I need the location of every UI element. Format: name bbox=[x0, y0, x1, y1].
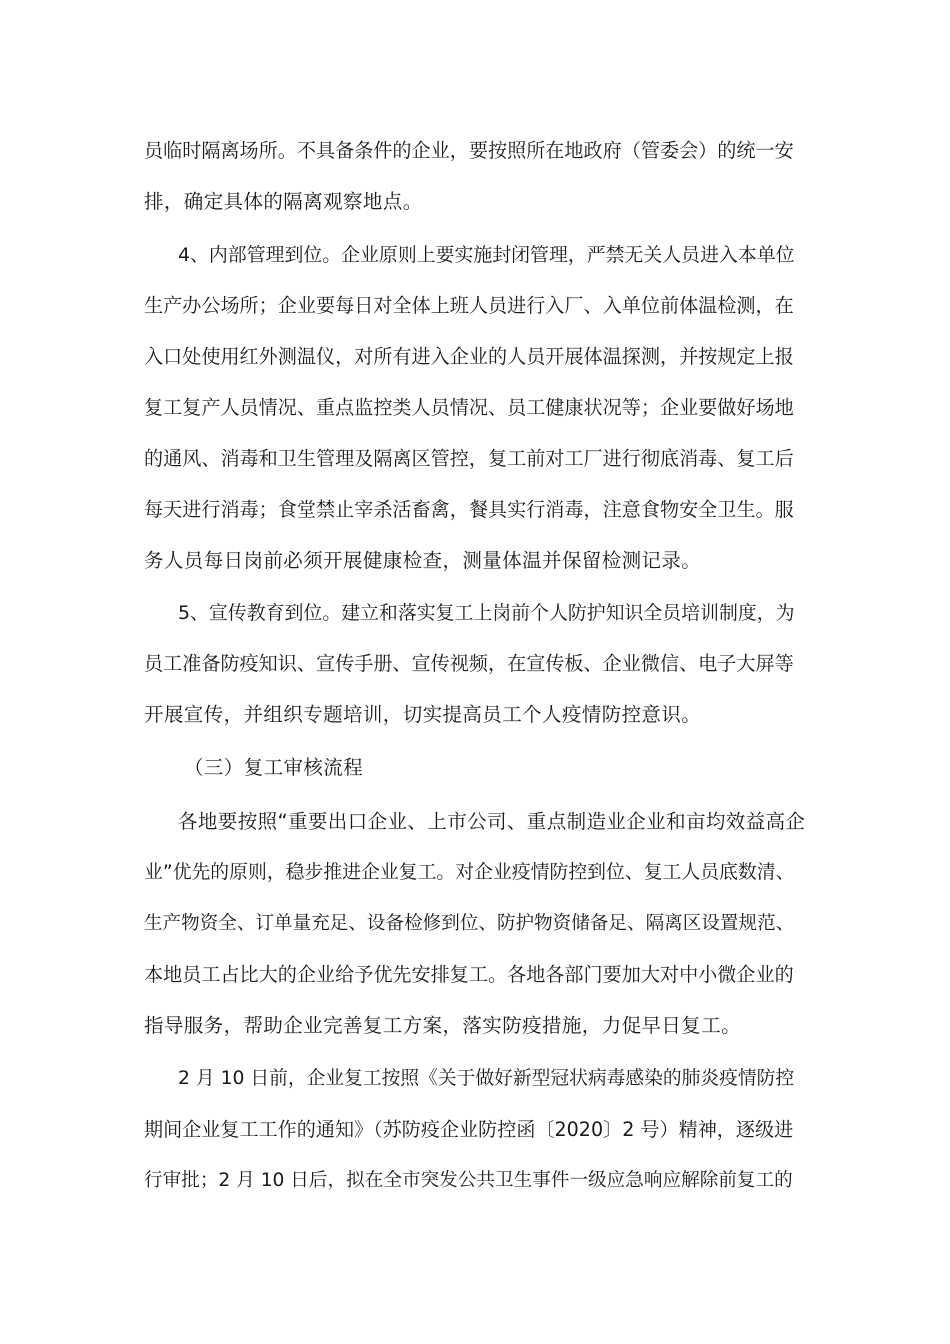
paragraph-line: 务人员每日岗前必须开展健康检查，测量体温并保留检测记录。 bbox=[144, 549, 702, 572]
paragraph-line: 5、宣传教育到位。建立和落实复工上岗前个人防护知识全员培训制度，为 bbox=[178, 602, 795, 624]
paragraph-line: 复工复产人员情况、重点监控类人员情况、员工健康状况等；企业要做好场地 bbox=[144, 396, 794, 419]
paragraph-line: 期间企业复工工作的通知》（苏防疫企业防控函〔2020〕2 号）精神，逐级进 bbox=[144, 1118, 794, 1141]
paragraph-line: 指导服务，帮助企业完善复工方案，落实防疫措施，力促早日复工。 bbox=[144, 1014, 742, 1037]
section-heading: （三）复工审核流程 bbox=[184, 756, 364, 779]
paragraph-line: 各地要按照“重要出口企业、上市公司、重点制造业企业和亩均效益高企 bbox=[178, 810, 806, 833]
paragraph-line: 行审批；2 月 10 日后，拟在全市突发公共卫生事件一级应急响应解除前复工的 bbox=[144, 1170, 793, 1191]
paragraph-line: 入口处使用红外测温仪，对所有进入企业的人员开展体温探测，并按规定上报 bbox=[144, 345, 794, 368]
paragraph-line: 的通风、消毒和卫生管理及隔离区管控，复工前对工厂进行彻底消毒、复工后 bbox=[144, 447, 794, 470]
paragraph-line: 员工准备防疫知识、宣传手册、宣传视频，在宣传板、企业微信、电子大屏等 bbox=[144, 652, 794, 675]
paragraph-line: 本地员工占比大的企业给予优先安排复工。各地各部门要加大对中小微企业的 bbox=[144, 963, 794, 986]
paragraph-line: 排，确定具体的隔离观察地点。 bbox=[144, 190, 423, 213]
paragraph-line: 员临时隔离场所。不具备条件的企业，要按照所在地政府（管委会）的统一安 bbox=[144, 139, 794, 162]
paragraph-line: 2 月 10 日前，企业复工按照《关于做好新型冠状病毒感染的肺炎疫情防控 bbox=[178, 1068, 795, 1089]
paragraph-line: 开展宣传，并组织专题培训，切实提高员工个人疫情防控意识。 bbox=[144, 703, 702, 726]
paragraph-line: 生产办公场所；企业要每日对全体上班人员进行入厂、入单位前体温检测，在 bbox=[144, 294, 794, 317]
paragraph-line: 每天进行消毒；食堂禁止宰杀活畜禽，餐具实行消毒，注意食物安全卫生。服 bbox=[144, 498, 794, 521]
paragraph-line: 生产物资全、订单量充足、设备检修到位、防护物资储备足、隔离区设置规范、 bbox=[144, 913, 795, 934]
paragraph-line: 业”优先的原则，稳步推进企业复工。对企业疫情防控到位、复工人员底数清、 bbox=[144, 862, 795, 883]
paragraph-line: 4、内部管理到位。企业原则上要实施封闭管理，严禁无关人员进入本单位 bbox=[178, 244, 795, 266]
